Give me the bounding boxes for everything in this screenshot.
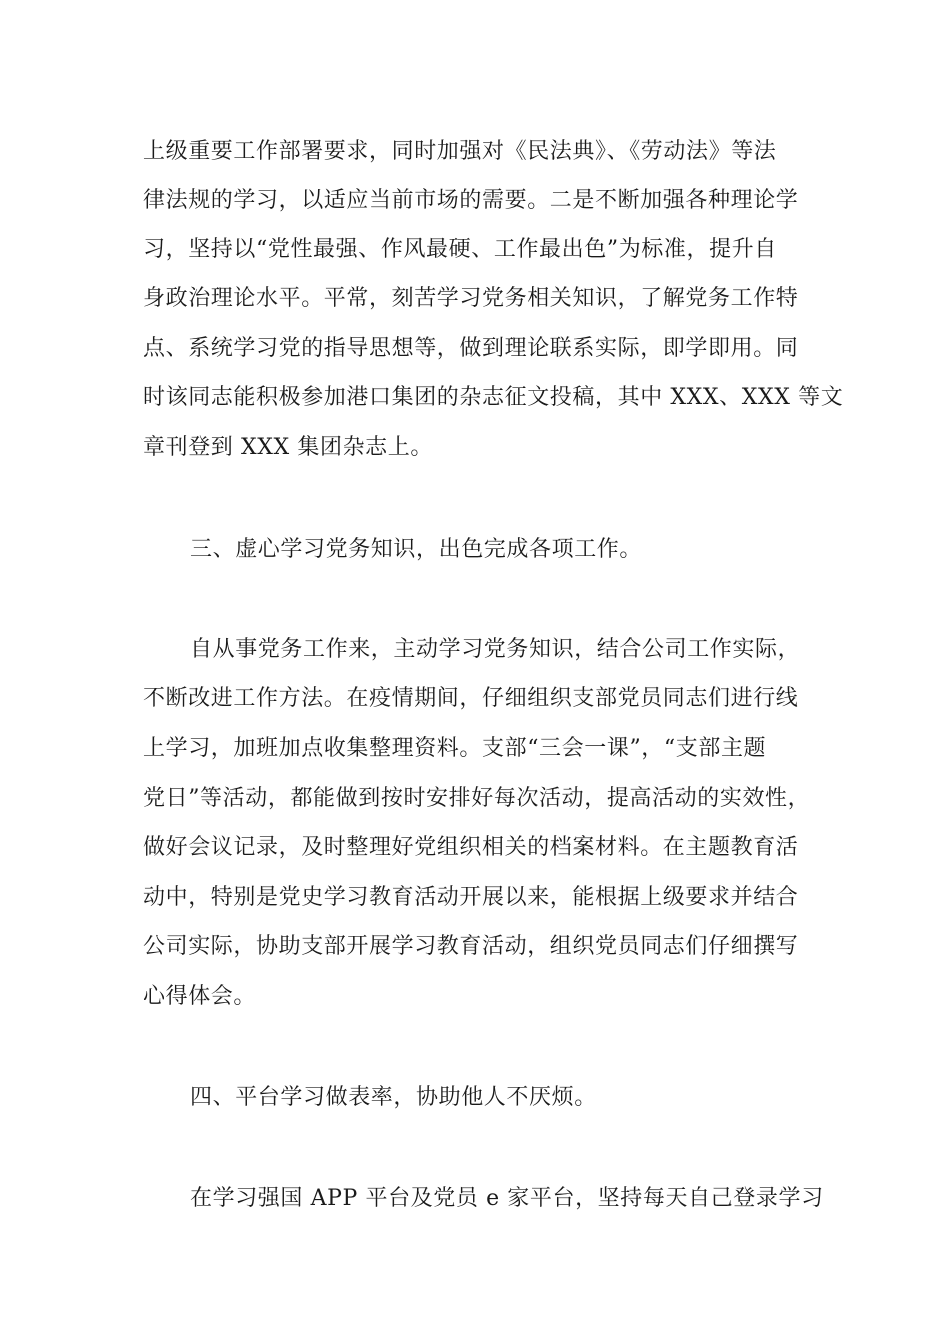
paragraph-line: 律法规的学习，以适应当前市场的需要。二是不断加强各种理论学 xyxy=(143,188,799,213)
paragraph-line: 做好会议记录，及时整理好党组织相关的档案材料。在主题教育活 xyxy=(143,835,799,860)
paragraph-line: 章刊登到 XXX 集团杂志上。 xyxy=(143,435,433,460)
paragraph-line: 点、系统学习党的指导思想等，做到理论联系实际，即学即用。同 xyxy=(143,336,799,361)
paragraph-line: 上学习，加班加点收集整理资料。支部“三会一课”，“支部主题 xyxy=(143,736,767,761)
paragraph-line: 身政治理论水平。平常，刻苦学习党务相关知识，了解党务工作特 xyxy=(143,286,799,311)
paragraph-line: 不断改进工作方法。在疫情期间，仔细组织支部党员同志们进行线 xyxy=(143,686,799,711)
section-heading: 四、平台学习做表率，协助他人不厌烦。 xyxy=(190,1085,597,1110)
paragraph-line: 时该同志能积极参加港口集团的杂志征文投稿，其中 XXX、XXX 等文 xyxy=(143,385,844,410)
paragraph-line: 上级重要工作部署要求，同时加强对《民法典》、《劳动法》等法 xyxy=(143,139,777,164)
paragraph-line: 公司实际，协助支部开展学习教育活动，组织党员同志们仔细撰写 xyxy=(143,934,799,959)
paragraph-line: 动中，特别是党史学习教育活动开展以来，能根据上级要求并结合 xyxy=(143,885,799,910)
paragraph-line: 心得体会。 xyxy=(143,984,257,1009)
section-heading: 三、虚心学习党务知识，出色完成各项工作。 xyxy=(190,537,643,562)
paragraph-line: 习，坚持以“党性最强、作风最硬、工作最出色”为标准，提升自 xyxy=(143,237,777,262)
paragraph-line: 在学习强国 APP 平台及党员 e 家平台，坚持每天自己登录学习 xyxy=(190,1186,824,1211)
paragraph-line: 党日”等活动，都能做到按时安排好每次活动，提高活动的实效性， xyxy=(143,786,811,811)
paragraph-line: 自从事党务工作来，主动学习党务知识，结合公司工作实际， xyxy=(190,637,801,662)
